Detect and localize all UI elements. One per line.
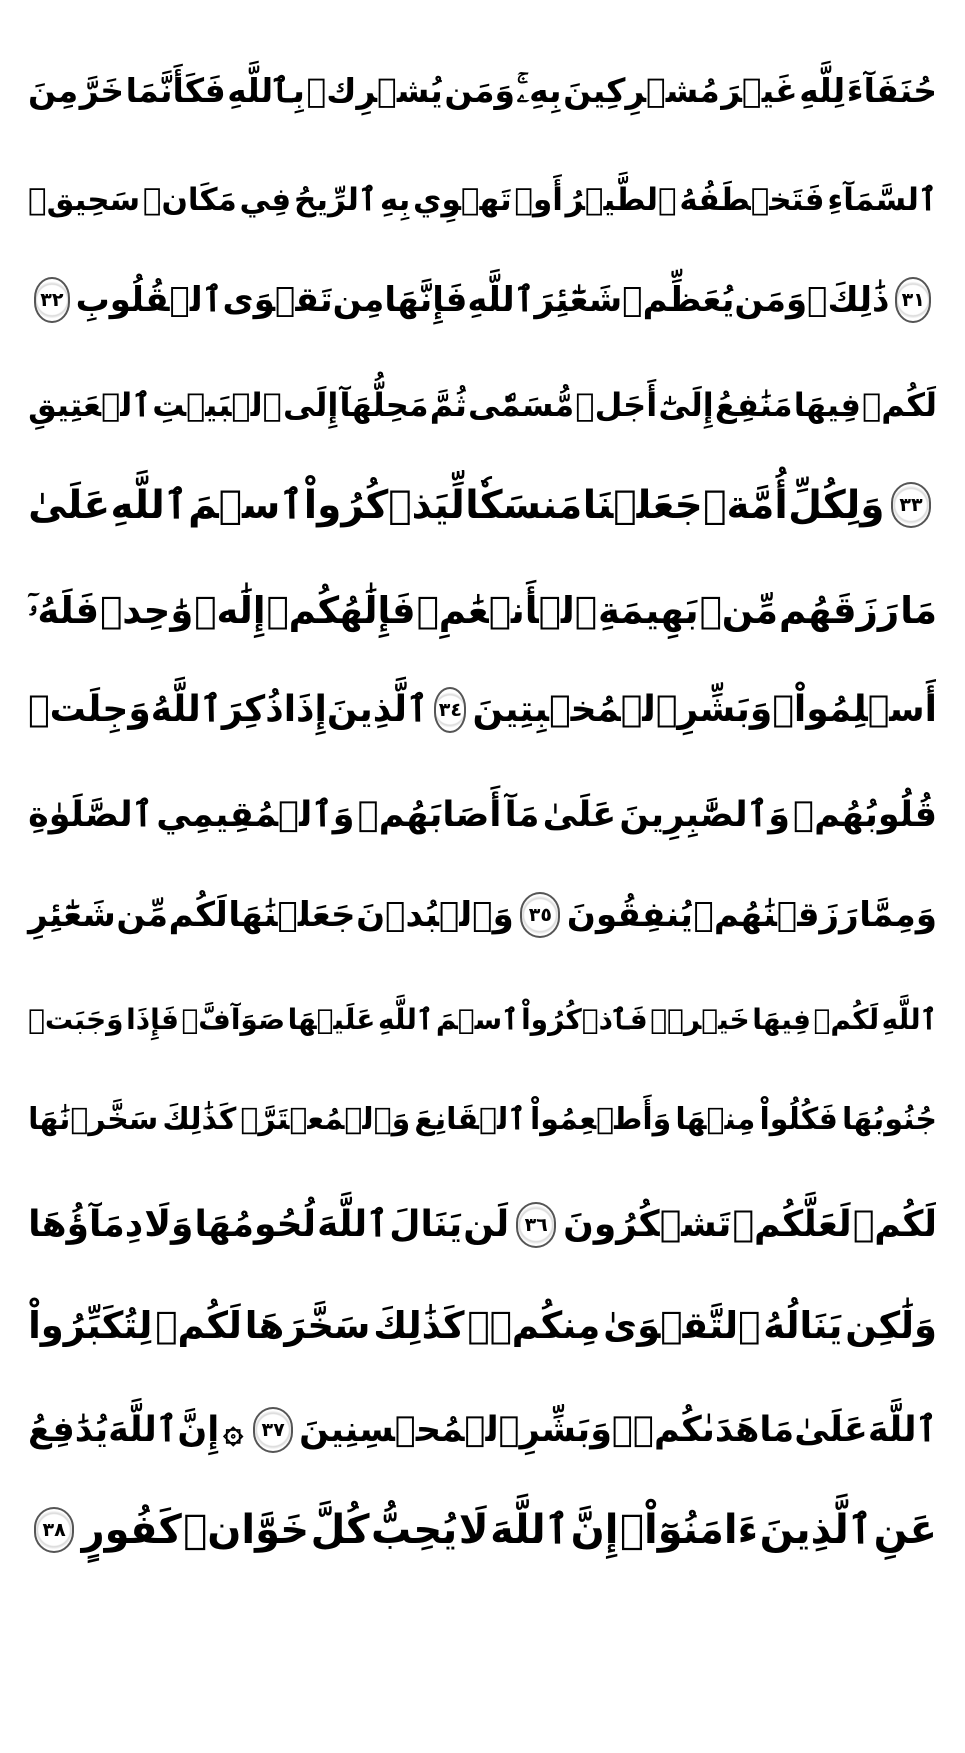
verse-word: ٱلَّذِينَ [326,689,429,730]
verse-word: كَذَٰلِكَ [162,1102,237,1137]
verse-word: ٱلرِّيحُ [293,181,378,218]
verse-word: إِنَّ [177,1409,220,1450]
verse-word: كُلَّ [310,1507,370,1553]
verse-word: وَمَن [444,70,516,110]
verse-line [28,250,937,350]
verse-word: إِلَىٰٓ [658,386,714,424]
verse-word: كَفُورٍ [81,1507,182,1553]
verse-word: جُنُوبُهَا [841,1102,937,1137]
verse-word: ٱللَّهَ [108,1409,178,1450]
verse-word: مَكَانٖ [142,181,237,218]
verse-word: ٱلطَّيۡرُ [565,181,677,218]
verse-word: يُنفِقُونَ [566,895,693,935]
verse-word: بَهِيمَةِ [597,588,699,632]
verse-word: مَنَٰفِعُ [714,386,793,424]
verse-word: بِٱللَّهِ [227,70,305,110]
verse-word: ٱلۡقَانِعَ [414,1102,526,1137]
verse-word: تَشۡكُرُونَ [563,1204,732,1245]
verse-word: ءَامَنُوٓاْۗ [620,1507,759,1553]
verse-line [28,865,937,965]
verse-word: لَكُمۡ [852,1204,937,1245]
verse-word: رَزَقۡنَٰهُمۡ [693,895,859,935]
ayah-number-marker: ٣٦ [516,1202,556,1248]
verse-word: وَٰحِدٞ [100,588,194,632]
verse-word: جَعَلۡنَا [582,482,703,528]
verse-word: ٱللَّهَ [490,1507,570,1553]
verse-word: يُدَٰفِعُ [27,1409,109,1450]
verse-word: وَجَبَتۡ [28,1003,124,1036]
verse-line [28,40,937,140]
verse-word: مُشۡرِكِينَ [563,70,720,110]
verse-word: عَلَىٰ [542,794,617,835]
verse-line [28,560,937,660]
verse-word: أَوۡ [514,181,563,218]
verse-word: هَدَىٰكُمۡۗ [611,1409,760,1450]
verse-word: فِي [239,181,292,218]
verse-word: يُعَظِّمۡ [622,280,735,320]
verse-word: لَكُمۡ [862,386,937,424]
verse-word: لَن [463,1204,510,1245]
verse-word: وَٱلۡمُعۡتَرَّۚ [240,1102,411,1137]
verse-word: مِن [332,280,385,320]
hizb-star-icon: ۞ [223,1410,244,1451]
verse-word: وَٱلۡبُدۡنَ [356,895,514,935]
verse-word: ذُكِرَ [221,689,284,730]
verse-word: رَزَقَهُم [778,588,900,632]
verse-word: وَلَٰكِن [845,1303,937,1347]
verse-word: سَحِيقٖ [28,181,141,218]
verse-word: مِنكُمۡۚ [467,1303,601,1347]
verse-word: ٱللَّهِ [377,1003,434,1036]
verse-word: إِنَّ [570,1507,619,1553]
verse-word: أَصَابَهُمۡ [357,794,502,835]
verse-word: أَجَلٖ [575,386,658,424]
verse-word: تَهۡوِي [413,181,512,218]
verse-word: ٱللَّهِ [881,1003,937,1036]
verse-word: فَإِلَٰهُكُمۡ [266,588,416,632]
verse-word: سَخَّرۡنَٰهَا [28,1102,159,1137]
verse-word: قُلُوبُهُمۡ [793,794,937,835]
verse-word: صَوَآفَّۖ [181,1003,286,1036]
ayah-number-marker: ٣٨ [34,1507,74,1553]
verse-word: بِهِ [379,181,411,218]
ayah-number-marker: ٣٣ [891,482,931,528]
verse-word: عَلَىٰ [28,482,111,528]
verse-word: فَإِنَّهَا [384,280,468,320]
verse-word: تَقۡوَى [222,280,333,320]
verse-word: وَمِمَّا [859,895,937,935]
verse-word: ٱلۡبَيۡتِ [152,386,282,424]
verse-word: كَذَٰلِكَ [373,1303,465,1347]
verse-line [28,1070,937,1170]
ayah-number-marker: ٣٥ [520,892,560,938]
verse-word: إِلَٰهٞ [194,588,266,632]
verse-word: فَإِذَا [126,1003,179,1036]
verse-word: ٱسۡمَ [435,1003,519,1036]
verse-line [28,455,937,555]
verse-line [28,150,937,250]
ayah-number-marker: ٣٧ [253,1407,293,1453]
verse-word: ذَٰلِكَۖ [807,280,890,320]
verse-word: فَتَخۡطَفُهُ [679,181,825,218]
verse-word: ٱلۡمُحۡسِنِينَ [299,1409,520,1450]
verse-word: فَلَهُۥٓ [28,588,100,632]
verse-word: ٱلسَّمَآءِ [827,181,937,218]
verse-word: خَوَّانٖ [183,1507,310,1553]
verse-word: وَجِلَتۡ [28,689,151,730]
verse-word: لِّيَذۡكُرُواْ [303,482,465,528]
verse-word: عَلَىٰ [794,1409,868,1450]
verse-word: وَلِكُلِّ [788,482,885,528]
verse-line [28,660,937,760]
verse-word: ٱللَّهِ [110,482,188,528]
verse-word: يُحِبُّ [371,1507,458,1553]
verse-word: وَبَشِّرِ [519,1409,612,1450]
verse-word: ٱلۡأَنۡعَٰمِۗ [416,588,597,632]
verse-word: مُّسَمّٗى [468,386,575,424]
verse-word: لِتُكَبِّرُواْ [28,1303,153,1347]
verse-word: إِلَى [283,386,339,424]
verse-word: ٱلۡمُخۡبِتِينَ [472,689,678,730]
verse-word: ٱسۡمَ [188,482,304,528]
verse-word: فَٱذۡكُرُواْ [521,1003,648,1036]
ayah-number-marker: ٣٤ [434,687,466,733]
verse-line [28,1275,937,1375]
verse-word: ٱلصَّلَوٰةِ [28,794,154,835]
verse-word: لَكُمۡ [155,1303,242,1347]
verse-word: يَنَالَ [389,1204,463,1245]
verse-word: غَيۡرَ [721,70,798,110]
verse-word: أَسۡلِمُواْۗ [772,689,937,730]
verse-word: إِذَا [283,689,327,730]
verse-word: جَعَلۡنَٰهَا [228,895,356,935]
verse-word: شَعَٰٓئِرِ [28,895,116,935]
ayah-number-marker: ٣١ [895,277,931,323]
verse-line [28,970,937,1070]
verse-word: مِنۡهَا [675,1102,756,1137]
verse-word: ٱلتَّقۡوَىٰ [603,1303,761,1347]
verse-word: حُنَفَآءَ [846,70,937,110]
verse-word: وَٱلۡمُقِيمِي [156,794,355,835]
verse-word: وَٱلصَّٰبِرِينَ [619,794,790,835]
verse-line [28,1380,937,1480]
verse-word: مِنَ [28,70,79,110]
verse-word: أُمَّةٖ [703,482,788,528]
verse-word: مَا [900,588,937,632]
verse-word: مَنسَكٗا [465,482,583,528]
verse-word: فِيهَا [793,386,861,424]
verse-word: ٱللَّهَ [317,1204,389,1245]
verse-word: وَبَشِّرِ [677,689,773,730]
verse-word: فَكَأَنَّمَا [125,70,226,110]
verse-word: مِّن [116,895,169,935]
verse-word: دِمَآؤُهَا [28,1204,144,1245]
verse-word: وَمَن [734,280,808,320]
verse-word: سَخَّرَهَا [244,1303,371,1347]
verse-word: فِيهَا [752,1003,811,1036]
verse-word: لَكُم [168,895,228,935]
verse-word: ثُمَّ [429,386,467,424]
verse-line [28,1175,937,1275]
verse-word: يَنَالُهُ [763,1303,843,1347]
verse-word: وَلَا [144,1204,194,1245]
verse-word: ٱللَّهِ [467,280,535,320]
verse-word: بِهِۦۚ [516,70,562,110]
verse-word: خَرَّ [79,70,125,110]
verse-word: وَأَطۡعِمُواْ [529,1102,672,1137]
verse-word: مَا [759,1409,795,1450]
verse-word: فَكُلُواْ [759,1102,838,1137]
verse-word: لُحُومُهَا [194,1204,317,1245]
verse-word: لِلَّهِ [799,70,846,110]
ayah-number-marker: ٣٢ [34,277,70,323]
verse-line [28,1480,937,1580]
verse-word: ٱللَّهُ [150,689,222,730]
verse-word: لَكُمۡ [813,1003,880,1036]
verse-word: خَيۡرٞۖ [650,1003,750,1036]
verse-word: ٱلۡقُلُوبِ [75,280,223,320]
verse-word: ٱللَّهَ [867,1409,937,1450]
verse-word: عَنِ [873,1507,937,1553]
verse-word: ٱلۡعَتِيقِ [28,386,152,424]
verse-word: لَا [458,1507,489,1553]
verse-word: شَعَٰٓئِرَ [534,280,623,320]
verse-line [28,765,937,865]
verse-word: مِّنۢ [699,588,778,632]
verse-word: عَلَيۡهَا [287,1003,376,1036]
verse-word: لَعَلَّكُمۡ [732,1204,852,1245]
verse-word: مَآ [504,794,540,835]
verse-word: ٱلَّذِينَ [759,1507,873,1553]
verse-word: مَحِلُّهَآ [339,386,429,424]
verse-word: يُشۡرِكۡ [306,70,443,110]
verse-line [28,355,937,455]
